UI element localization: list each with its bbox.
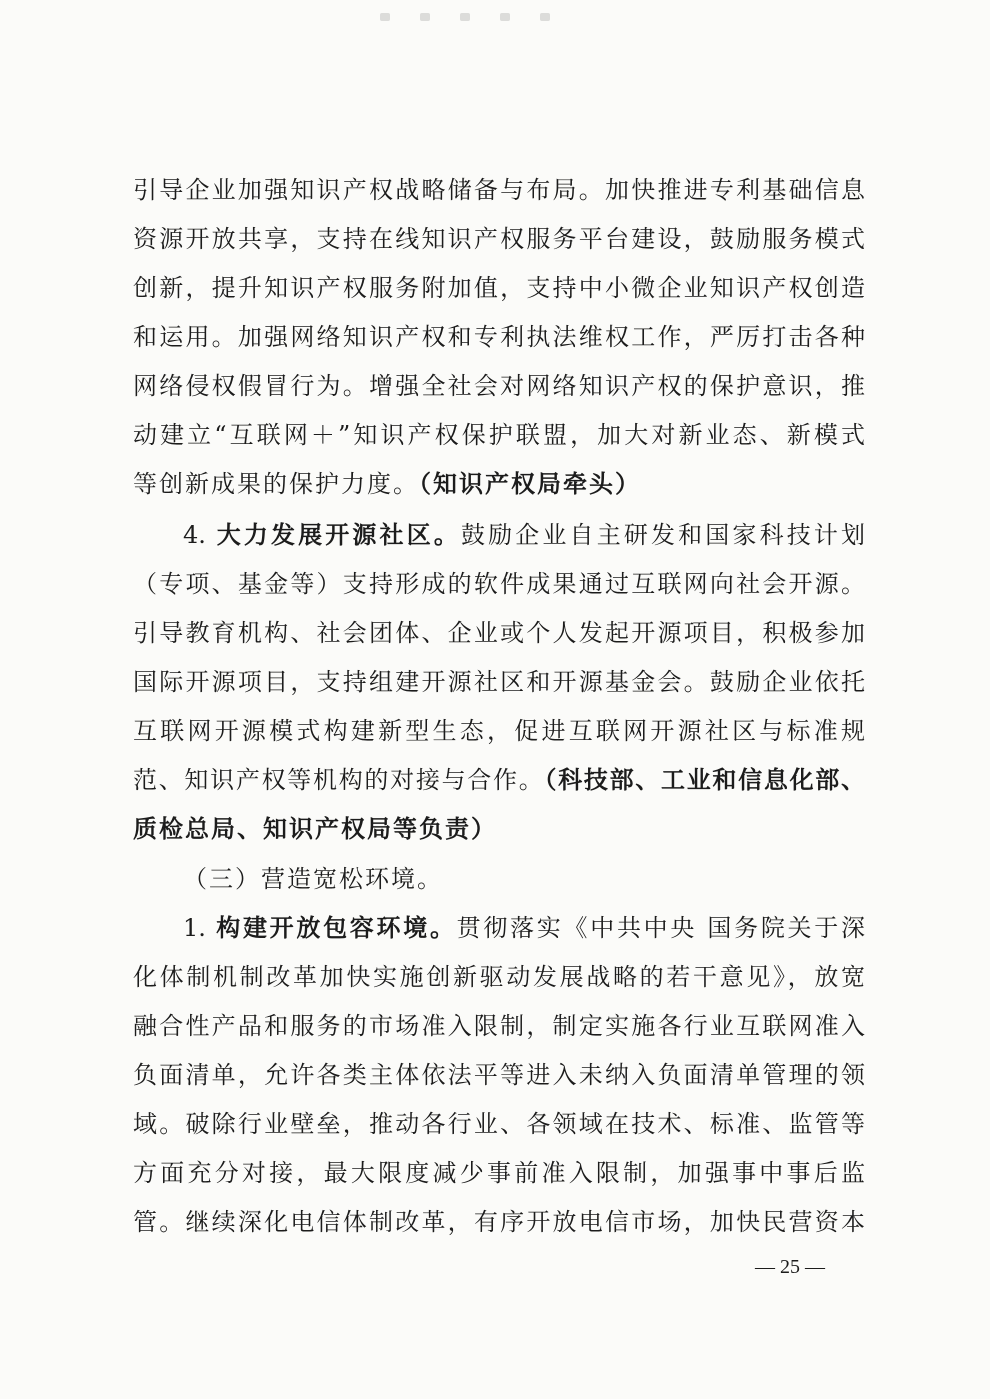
item-heading: 大力发展开源社区。 bbox=[216, 520, 461, 549]
responsible-agency: （知识产权局牵头） bbox=[419, 469, 641, 498]
paragraph-line: 网络侵权假冒行为。增强全社会对网络知识产权的保护意识，推 bbox=[133, 372, 865, 400]
item-heading-line bbox=[183, 908, 865, 948]
paragraph-line: 国际开源项目，支持组建开源社区和开源基金会。鼓励企业依托 bbox=[133, 668, 865, 696]
page-number: — 25 — bbox=[755, 1256, 825, 1278]
paragraph-line: 互联网开源模式构建新型生态，促进互联网开源社区与标准规 bbox=[133, 717, 865, 745]
paragraph-line: 创新，提升知识产权服务附加值，支持中小微企业知识产权创造 bbox=[133, 274, 865, 302]
item-number: 4. bbox=[183, 521, 206, 549]
paragraph-line: 方面充分对接，最大限度减少事前准入限制，加强事中事后监 bbox=[133, 1159, 865, 1187]
item-number: 1. bbox=[183, 914, 206, 942]
item-heading-line bbox=[183, 515, 865, 555]
paragraph-mixed-line bbox=[133, 760, 865, 800]
paragraph-line: 资源开放共享，支持在线知识产权服务平台建设，鼓励服务模式 bbox=[133, 225, 865, 253]
paragraph-line: 和运用。加强网络知识产权和专利执法维权工作，严厉打击各种 bbox=[133, 323, 865, 351]
item-heading: 构建开放包容环境。 bbox=[216, 913, 457, 942]
responsible-agency: 质检总局、知识产权局等负责） bbox=[133, 814, 497, 843]
paragraph-line: 负面清单，允许各类主体依法平等进入未纳入负面清单管理的领 bbox=[133, 1061, 865, 1089]
paragraph-text: 鼓励企业自主研发和国家科技计划 bbox=[460, 521, 865, 549]
section-heading: （三）营造宽松环境。 bbox=[183, 865, 443, 893]
paragraph-text: 贯彻落实《中共中央 国务院关于深 bbox=[456, 914, 865, 942]
paragraph-line: 动建立“互联网＋”知识产权保护联盟，加大对新业态、新模式 bbox=[133, 421, 865, 449]
paragraph-line: 引导教育机构、社会团体、企业或个人发起开源项目，积极参加 bbox=[133, 619, 865, 647]
paragraph-line: 管。继续深化电信体制改革，有序开放电信市场，加快民营资本 bbox=[133, 1208, 865, 1236]
paragraph-line: 域。破除行业壁垒，推动各行业、各领域在技术、标准、监管等 bbox=[133, 1110, 865, 1138]
paragraph-line: 引导企业加强知识产权战略储备与布局。加快推进专利基础信息 bbox=[133, 176, 865, 204]
paragraph-text: 等创新成果的保护力度。 bbox=[133, 470, 419, 498]
responsible-agency: （科技部、工业和信息化部、 bbox=[544, 765, 865, 794]
paragraph-text: 范、知识产权等机构的对接与合作。 bbox=[133, 766, 545, 794]
scan-artifact-marks bbox=[380, 6, 620, 18]
paragraph-line: 融合性产品和服务的市场准入限制，制定实施各行业互联网准入 bbox=[133, 1012, 865, 1040]
paragraph-last-line bbox=[133, 464, 865, 504]
paragraph-line: 化体制机制改革加快实施创新驱动发展战略的若干意见》，放宽 bbox=[133, 963, 865, 991]
paragraph-line: （专项、基金等）支持形成的软件成果通过互联网向社会开源。 bbox=[133, 570, 865, 598]
